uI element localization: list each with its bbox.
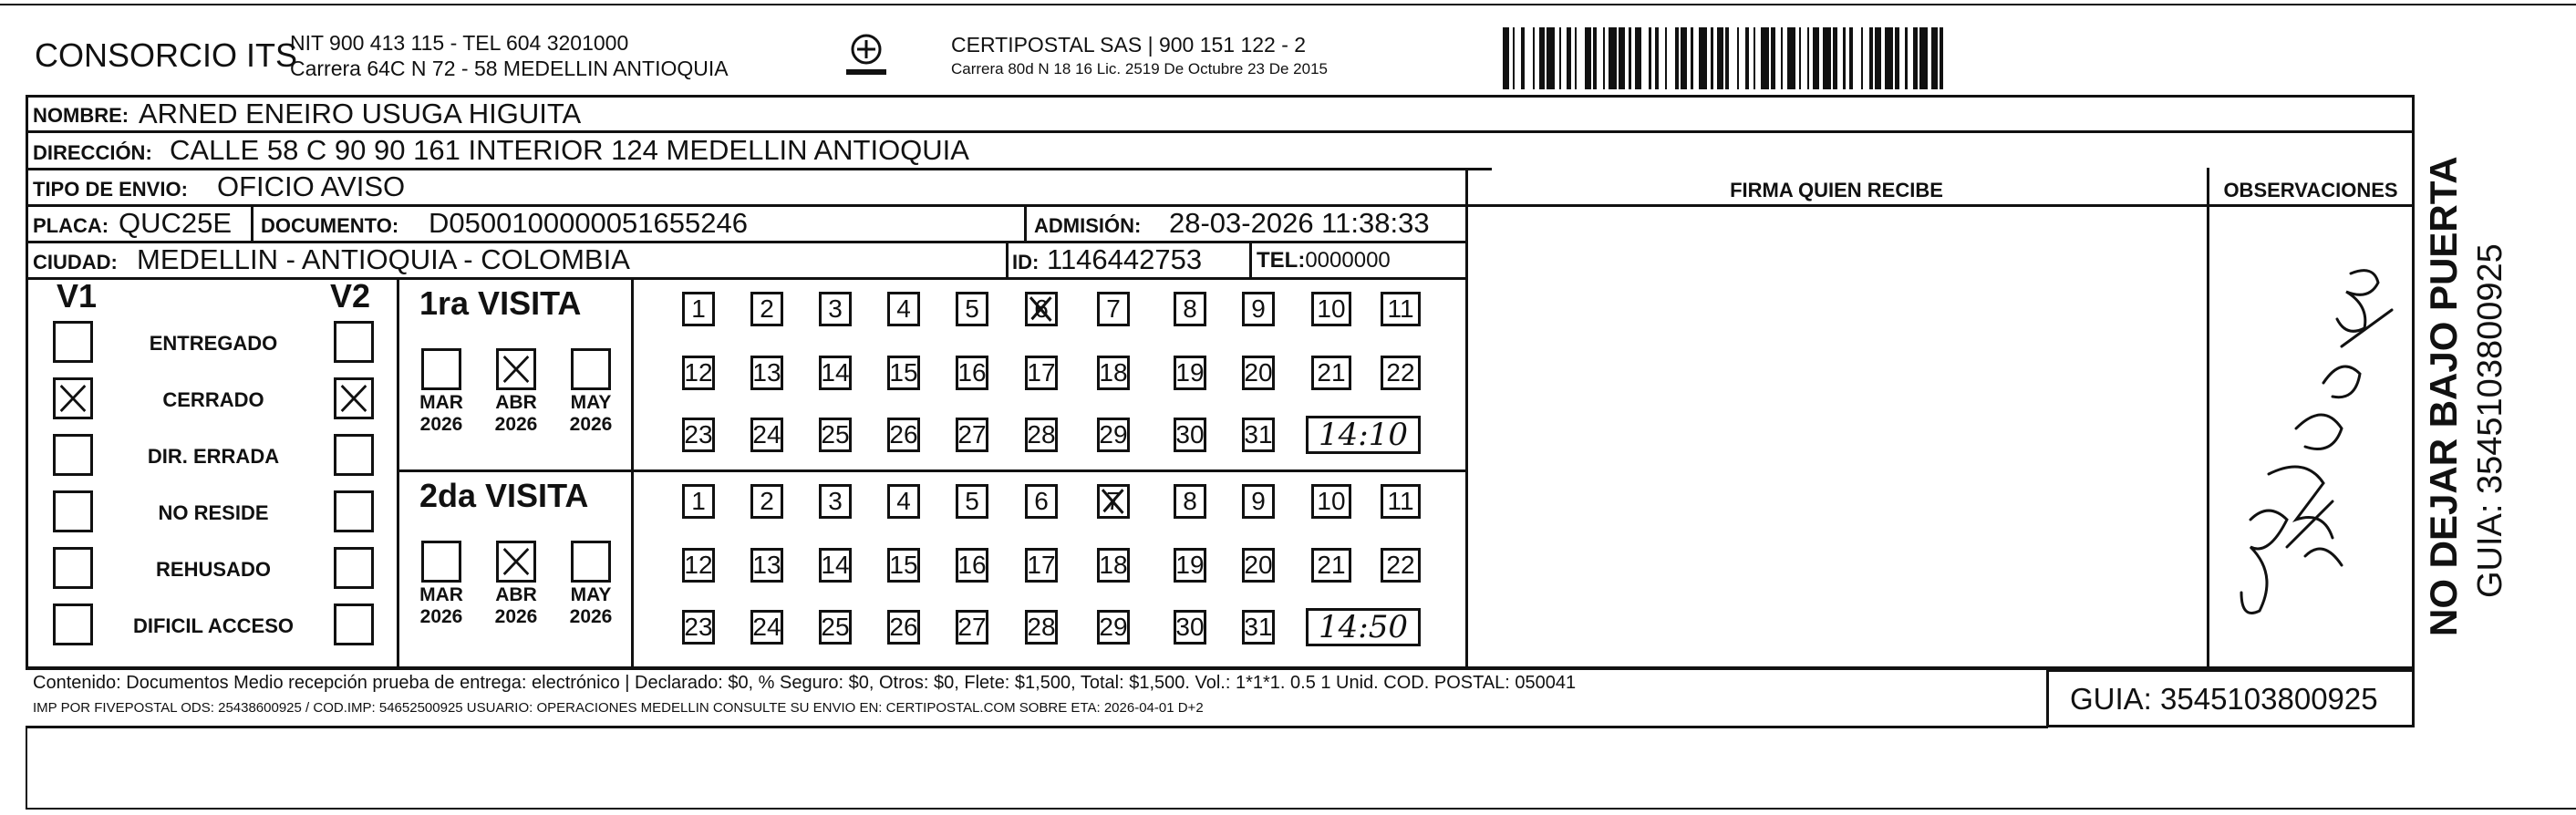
day-number: 16 <box>957 551 987 579</box>
firma-header: FIRMA QUIEN RECIBE <box>1730 179 1943 201</box>
day-number: 28 <box>1027 420 1056 449</box>
day-cell[interactable] <box>1242 610 1275 645</box>
day-number: 5 <box>965 487 979 515</box>
id-label: ID: <box>1012 251 1040 273</box>
bottom-frame-bottom <box>26 808 2576 810</box>
ciudad-value: MEDELLIN - ANTIOQUIA - COLOMBIA <box>137 243 630 275</box>
day-cell[interactable] <box>682 418 715 452</box>
day-number: 21 <box>1317 358 1346 387</box>
status-v1-checkbox[interactable] <box>53 604 93 645</box>
day-cell[interactable] <box>956 610 988 645</box>
day-cell[interactable] <box>682 292 715 326</box>
day-cell[interactable] <box>1025 356 1058 390</box>
day-cell[interactable] <box>750 548 783 583</box>
observaciones-header: OBSERVACIONES <box>2223 179 2398 201</box>
day-number: 19 <box>1175 551 1205 579</box>
visit-separator <box>397 469 1468 472</box>
status-v1-checkbox[interactable] <box>53 434 93 476</box>
day-cell[interactable] <box>682 484 715 519</box>
visit-title: 2da VISITA <box>419 477 589 514</box>
sender-address: Carrera 64C N 72 - 58 MEDELLIN ANTIOQUIA <box>290 57 729 80</box>
status-v2-checkbox[interactable] <box>334 604 374 645</box>
day-number: 31 <box>1244 420 1273 449</box>
day-cell[interactable] <box>1174 418 1206 452</box>
day-number: 11 <box>1387 487 1414 515</box>
status-v1-checkbox[interactable] <box>53 321 93 363</box>
col-divider <box>1024 204 1027 241</box>
carrier-name: CERTIPOSTAL SAS | 900 151 122 - 2 <box>951 33 1307 57</box>
day-cell[interactable] <box>1311 356 1351 390</box>
documento-value: D0500100000051655246 <box>429 207 748 239</box>
day-cell[interactable] <box>750 610 783 645</box>
day-number: 11 <box>1387 294 1414 323</box>
day-number: 10 <box>1317 294 1346 323</box>
certipostal-logo <box>839 31 894 86</box>
day-cell[interactable] <box>819 484 852 519</box>
col-divider <box>251 204 253 241</box>
footer-imp: IMP POR FIVEPOSTAL ODS: 25438600925 / COD.IMP: 54652500925 USUARIO: OPERACIONES MEDELLIN CONSULTE SU ENVIO EN: CERTIPOSTAL.COM SOBRE ETA: 2026-04-01 D+2 <box>33 700 1204 716</box>
day-number: 1 <box>691 294 706 323</box>
day-cell[interactable] <box>956 548 988 583</box>
obs-left <box>2207 168 2209 669</box>
day-number: 25 <box>821 613 850 641</box>
day-cell[interactable] <box>956 356 988 390</box>
barcode <box>1503 27 2232 89</box>
day-cell[interactable] <box>1174 356 1206 390</box>
tel-label: TEL: <box>1257 248 1306 273</box>
day-number: 18 <box>1099 551 1128 579</box>
day-number: 24 <box>752 613 781 641</box>
day-number: 10 <box>1317 487 1346 515</box>
day-number: 9 <box>1251 294 1266 323</box>
month-year: 2026 <box>419 414 463 435</box>
id-value: 1146442753 <box>1047 243 1203 275</box>
month-label: MAY <box>570 584 612 605</box>
status-label: ENTREGADO <box>149 332 278 355</box>
day-cell[interactable] <box>956 292 988 326</box>
day-number: 4 <box>896 487 911 515</box>
day-number: 26 <box>889 420 918 449</box>
day-number: 2 <box>760 294 774 323</box>
day-number: 13 <box>752 551 781 579</box>
day-cell[interactable] <box>1025 610 1058 645</box>
status-label: NO RESIDE <box>158 501 269 524</box>
day-cell[interactable] <box>819 356 852 390</box>
side-no-dejar: NO DEJAR BAJO PUERTA <box>2422 156 2465 636</box>
day-number: 25 <box>821 420 850 449</box>
day-number: 18 <box>1099 358 1128 387</box>
col-divider <box>1249 241 1252 277</box>
day-cell[interactable] <box>956 418 988 452</box>
day-number: 27 <box>957 420 987 449</box>
month-checkbox[interactable] <box>496 348 536 390</box>
carrier-license: Carrera 80d N 18 16 Lic. 2519 De Octubre 23 De 2015 <box>951 60 1328 77</box>
month-label: ABR <box>495 584 537 605</box>
day-number: 8 <box>1183 487 1197 515</box>
day-number: 20 <box>1244 358 1273 387</box>
nombre-value: ARNED ENEIRO USUGA HIGUITA <box>139 98 582 129</box>
footer-guia: GUIA: 3545103800925 <box>2070 682 2378 716</box>
day-number: 5 <box>965 294 979 323</box>
day-number: 16 <box>957 358 987 387</box>
status-v1-checkbox[interactable] <box>53 547 93 589</box>
tel-value: 0000000 <box>1305 248 1391 273</box>
day-cell[interactable] <box>1097 484 1130 519</box>
day-cell[interactable] <box>1174 484 1206 519</box>
month-label: MAY <box>570 392 612 413</box>
top-rule <box>0 4 2576 5</box>
status-v1-checkbox[interactable] <box>53 490 93 532</box>
col-divider <box>1006 241 1009 277</box>
bottom-frame-left <box>26 726 27 810</box>
month-checkbox[interactable] <box>421 541 461 583</box>
day-cell[interactable] <box>1097 292 1130 326</box>
day-number: 13 <box>752 358 781 387</box>
footer-bottom <box>26 726 2048 728</box>
day-number: 6 <box>1034 294 1049 323</box>
day-cell[interactable] <box>1381 292 1421 326</box>
nombre-label: NOMBRE: <box>33 104 129 127</box>
day-cell[interactable] <box>1097 418 1130 452</box>
direccion-value: CALLE 58 C 90 90 161 INTERIOR 124 MEDELLIN ANTIOQUIA <box>170 134 969 166</box>
day-number: 30 <box>1175 613 1205 641</box>
day-cell[interactable] <box>1381 356 1421 390</box>
day-number: 12 <box>684 358 713 387</box>
day-number: 20 <box>1244 551 1273 579</box>
day-number: 6 <box>1034 487 1049 515</box>
day-cell[interactable] <box>1242 548 1275 583</box>
month-year: 2026 <box>569 606 613 627</box>
day-cell[interactable] <box>682 356 715 390</box>
day-cell[interactable] <box>887 292 920 326</box>
day-cell[interactable] <box>1242 418 1275 452</box>
admision-value: 28-03-2026 11:38:33 <box>1169 207 1430 239</box>
tel-field <box>1257 248 1391 273</box>
row-divider <box>26 130 2415 133</box>
day-number: 26 <box>889 613 918 641</box>
day-cell[interactable] <box>819 610 852 645</box>
day-cell[interactable] <box>887 610 920 645</box>
day-number: 23 <box>684 613 713 641</box>
day-number: 29 <box>1099 613 1128 641</box>
month-checkbox[interactable] <box>496 541 536 583</box>
month-label: MAR <box>419 584 463 605</box>
day-number: 3 <box>828 294 843 323</box>
month-checkbox[interactable] <box>571 541 611 583</box>
day-cell[interactable] <box>1381 484 1421 519</box>
day-number: 14 <box>821 358 850 387</box>
month-label: MAR <box>419 392 463 413</box>
day-cell[interactable] <box>1025 292 1058 326</box>
documento-label: DOCUMENTO: <box>261 214 399 237</box>
day-cell[interactable] <box>1025 484 1058 519</box>
day-number: 17 <box>1027 551 1056 579</box>
status-label: DIFICIL ACCESO <box>132 614 294 637</box>
status-v2-checkbox[interactable] <box>334 377 374 419</box>
day-cell[interactable] <box>819 292 852 326</box>
month-year: 2026 <box>569 414 613 435</box>
status-divider <box>397 277 399 669</box>
day-cell[interactable] <box>1025 418 1058 452</box>
visit-time: 14:50 <box>1306 608 1421 646</box>
day-number: 22 <box>1386 551 1415 579</box>
day-cell[interactable] <box>1311 548 1351 583</box>
day-number: 2 <box>760 487 774 515</box>
day-number: 17 <box>1027 358 1056 387</box>
admision-label: ADMISIÓN: <box>1034 214 1142 237</box>
day-number: 7 <box>1106 294 1121 323</box>
month-year: 2026 <box>494 414 538 435</box>
day-cell[interactable] <box>1174 292 1206 326</box>
tipo-envio-label: TIPO DE ENVIO: <box>33 178 188 201</box>
day-number: 15 <box>889 551 918 579</box>
day-number: 19 <box>1175 358 1205 387</box>
v1-label: V1 <box>57 277 98 315</box>
status-label: CERRADO <box>162 388 264 411</box>
day-cell[interactable] <box>1242 356 1275 390</box>
day-cell[interactable] <box>1311 484 1351 519</box>
day-cell[interactable] <box>682 548 715 583</box>
day-cell[interactable] <box>750 418 783 452</box>
day-cell[interactable] <box>1311 292 1351 326</box>
footer-contenido: Contenido: Documentos Medio recepción prueba de entrega: electrónico | Declarado: $0, % Seguro: $0, Otros: $0, Flete: $1,500, Total: $1,500. Vol.: 1*1*1. 0.5 1 Unid. COD. POSTAL: 050041 <box>33 673 1577 693</box>
observation-scribble <box>2214 246 2405 647</box>
day-cell[interactable] <box>956 484 988 519</box>
day-number: 31 <box>1244 613 1273 641</box>
month-checkbox[interactable] <box>571 348 611 390</box>
day-number: 12 <box>684 551 713 579</box>
day-number: 23 <box>684 420 713 449</box>
day-number: 9 <box>1251 487 1266 515</box>
placa-label: PLACA: <box>33 214 109 237</box>
v2-label: V2 <box>330 277 371 315</box>
day-number: 15 <box>889 358 918 387</box>
day-cell[interactable] <box>887 418 920 452</box>
ciudad-label: CIUDAD: <box>33 251 118 273</box>
visit-divider <box>631 277 634 669</box>
status-v2-checkbox[interactable] <box>334 434 374 476</box>
status-label: DIR. ERRADA <box>147 445 280 468</box>
day-number: 3 <box>828 487 843 515</box>
obs-right <box>2412 168 2415 669</box>
day-cell[interactable] <box>1242 484 1275 519</box>
day-number: 28 <box>1027 613 1056 641</box>
status-v2-checkbox[interactable] <box>334 547 374 589</box>
day-cell[interactable] <box>819 418 852 452</box>
day-cell[interactable] <box>887 356 920 390</box>
day-number: 4 <box>896 294 911 323</box>
visit-time: 14:10 <box>1306 416 1421 454</box>
status-v2-checkbox[interactable] <box>334 321 374 363</box>
direccion-label: DIRECCIÓN: <box>33 141 152 164</box>
day-cell[interactable] <box>819 548 852 583</box>
sender-nit: NIT 900 413 115 - TEL 604 3201000 <box>290 31 629 55</box>
month-year: 2026 <box>419 606 463 627</box>
month-checkbox[interactable] <box>421 348 461 390</box>
day-cell[interactable] <box>1381 548 1421 583</box>
month-year: 2026 <box>494 606 538 627</box>
day-number: 24 <box>752 420 781 449</box>
day-cell[interactable] <box>750 292 783 326</box>
day-number: 7 <box>1106 487 1121 515</box>
day-number: 27 <box>957 613 987 641</box>
day-cell[interactable] <box>1174 548 1206 583</box>
day-cell[interactable] <box>1097 356 1130 390</box>
tipo-envio-value: OFICIO AVISO <box>217 170 406 202</box>
day-number: 8 <box>1183 294 1197 323</box>
day-number: 22 <box>1386 358 1415 387</box>
day-cell[interactable] <box>1097 610 1130 645</box>
status-label: REHUSADO <box>156 558 271 581</box>
status-v2-checkbox[interactable] <box>334 490 374 532</box>
day-cell[interactable] <box>887 548 920 583</box>
placa-value: QUC25E <box>119 207 233 239</box>
day-cell[interactable] <box>1097 548 1130 583</box>
day-number: 29 <box>1099 420 1128 449</box>
day-cell[interactable] <box>1242 292 1275 326</box>
day-cell[interactable] <box>887 484 920 519</box>
visit-title: 1ra VISITA <box>419 284 582 322</box>
status-v1-checkbox[interactable] <box>53 377 93 419</box>
day-number: 21 <box>1317 551 1346 579</box>
sender-name: CONSORCIO ITS <box>35 36 298 74</box>
day-number: 1 <box>691 487 706 515</box>
firma-left <box>1465 168 1468 669</box>
day-cell[interactable] <box>682 610 715 645</box>
row-divider <box>26 277 1468 280</box>
day-number: 30 <box>1175 420 1205 449</box>
day-cell[interactable] <box>750 356 783 390</box>
day-cell[interactable] <box>1025 548 1058 583</box>
day-number: 14 <box>821 551 850 579</box>
day-cell[interactable] <box>750 484 783 519</box>
day-cell[interactable] <box>1174 610 1206 645</box>
side-guia: GUIA: 3545103800925 <box>2471 243 2509 598</box>
month-label: ABR <box>495 392 537 413</box>
